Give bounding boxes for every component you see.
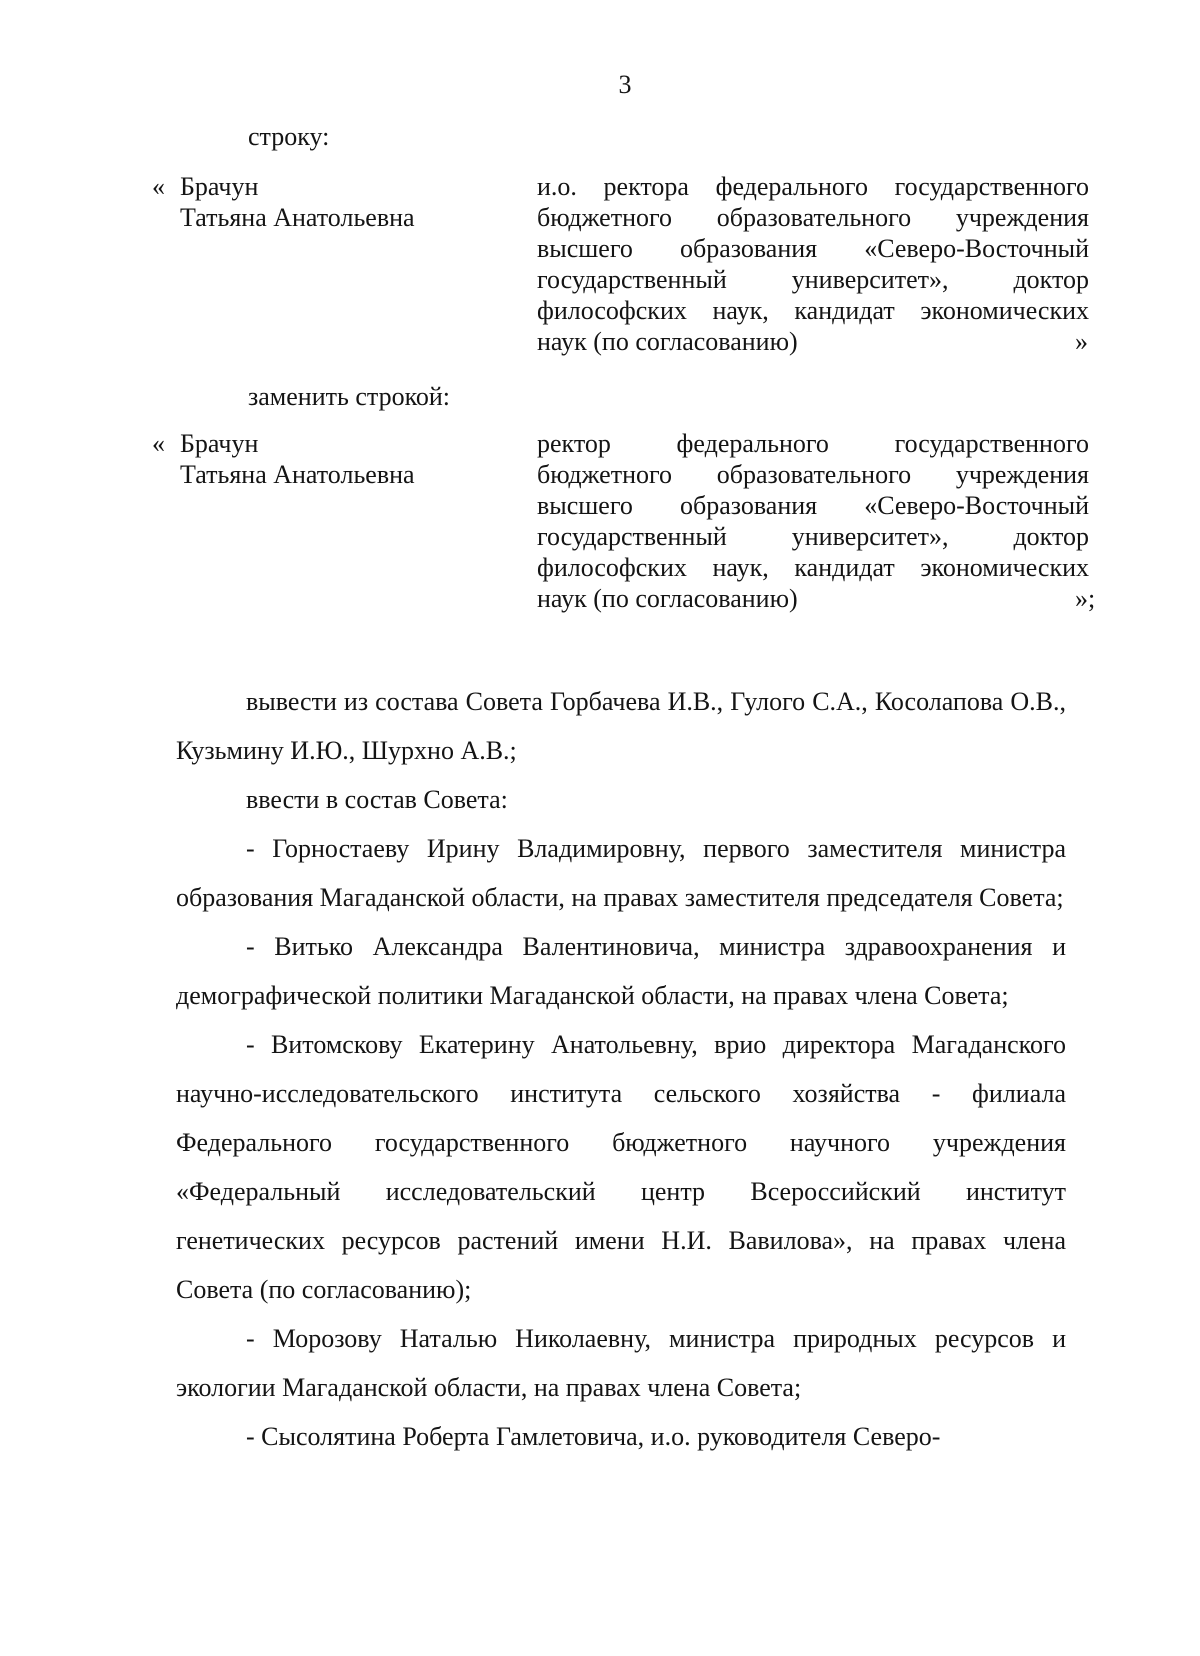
block1-role-line: и.о. ректора федерального государственного (537, 172, 1089, 201)
block2-name-line2: Татьяна Анатольевна (180, 460, 415, 489)
block2-role-line: наук (по согласованию) (537, 584, 798, 613)
block1-role-line: государственный университет», доктор (537, 265, 1089, 294)
block1-name-line1: Брачун (180, 172, 259, 201)
block2-role-line: государственный университет», доктор (537, 522, 1089, 551)
block1-name-line2: Татьяна Анатольевна (180, 203, 415, 232)
block2-role (537, 428, 1089, 614)
block1-label: строку: (248, 122, 330, 151)
block2-role-line: бюджетного образовательного учреждения (537, 460, 1089, 489)
paragraph-member-vitomskova: - Витомскову Екатерину Анатольевну, врио директора Магаданского научно-исследовательского института сельского хозяйства - филиала Федерального государственного бюджетного научного учреждения «Федеральный исследовательский центр Всероссийский институт генетических ресурсов растений имени Н.И. Вавилова», на правах члена Совета (по согласованию); (176, 1030, 1066, 1304)
paragraph-member-vitko: - Витько Александра Валентиновича, министра здравоохранения и демографической политики Магаданской области, на правах члена Совета; (176, 932, 1066, 1010)
block1-open-quote: « (152, 172, 165, 201)
paragraph-remove-members: вывести из состава Совета Горбачева И.В., Гулого С.А., Косолапова О.В., Кузьмину И.Ю., Шурхно А.В.; (176, 687, 1066, 765)
block1-role-line: высшего образования «Северо-Восточный (537, 234, 1089, 263)
page-number: 3 (618, 70, 632, 99)
block1-close-quote: » (1075, 327, 1088, 356)
block2-name-line1: Брачун (180, 429, 259, 458)
block2-role-line: философских наук, кандидат экономических (537, 553, 1089, 582)
block2-label: заменить строкой: (248, 382, 451, 411)
block1-role (537, 171, 1089, 357)
block1-role-line: наук (по согласованию) (537, 327, 798, 356)
paragraph-add-members-intro: ввести в состав Совета: (246, 785, 508, 814)
block2-role-line: высшего образования «Северо-Восточный (537, 491, 1089, 520)
block2-role-line: ректор федерального государственного (537, 429, 1089, 458)
block1-name (180, 171, 415, 233)
paragraph-member-morozova: - Морозову Наталью Николаевну, министра природных ресурсов и экологии Магаданской области, на правах члена Совета; (176, 1324, 1066, 1402)
block2-open-quote: « (152, 429, 165, 458)
block2-name (180, 428, 415, 490)
block2-close-quote: »; (1075, 584, 1096, 613)
body-text (176, 677, 1066, 1461)
paragraph-member-sysolyatin: - Сысолятина Роберта Гамлетовича, и.о. руководителя Северо- (246, 1422, 941, 1451)
block1-role-line: философских наук, кандидат экономических (537, 296, 1089, 325)
paragraph-member-gornostaeva: - Горностаеву Ирину Владимировну, первого заместителя министра образования Магаданской области, на правах заместителя председателя Совета; (176, 834, 1066, 912)
block1-role-line: бюджетного образовательного учреждения (537, 203, 1089, 232)
